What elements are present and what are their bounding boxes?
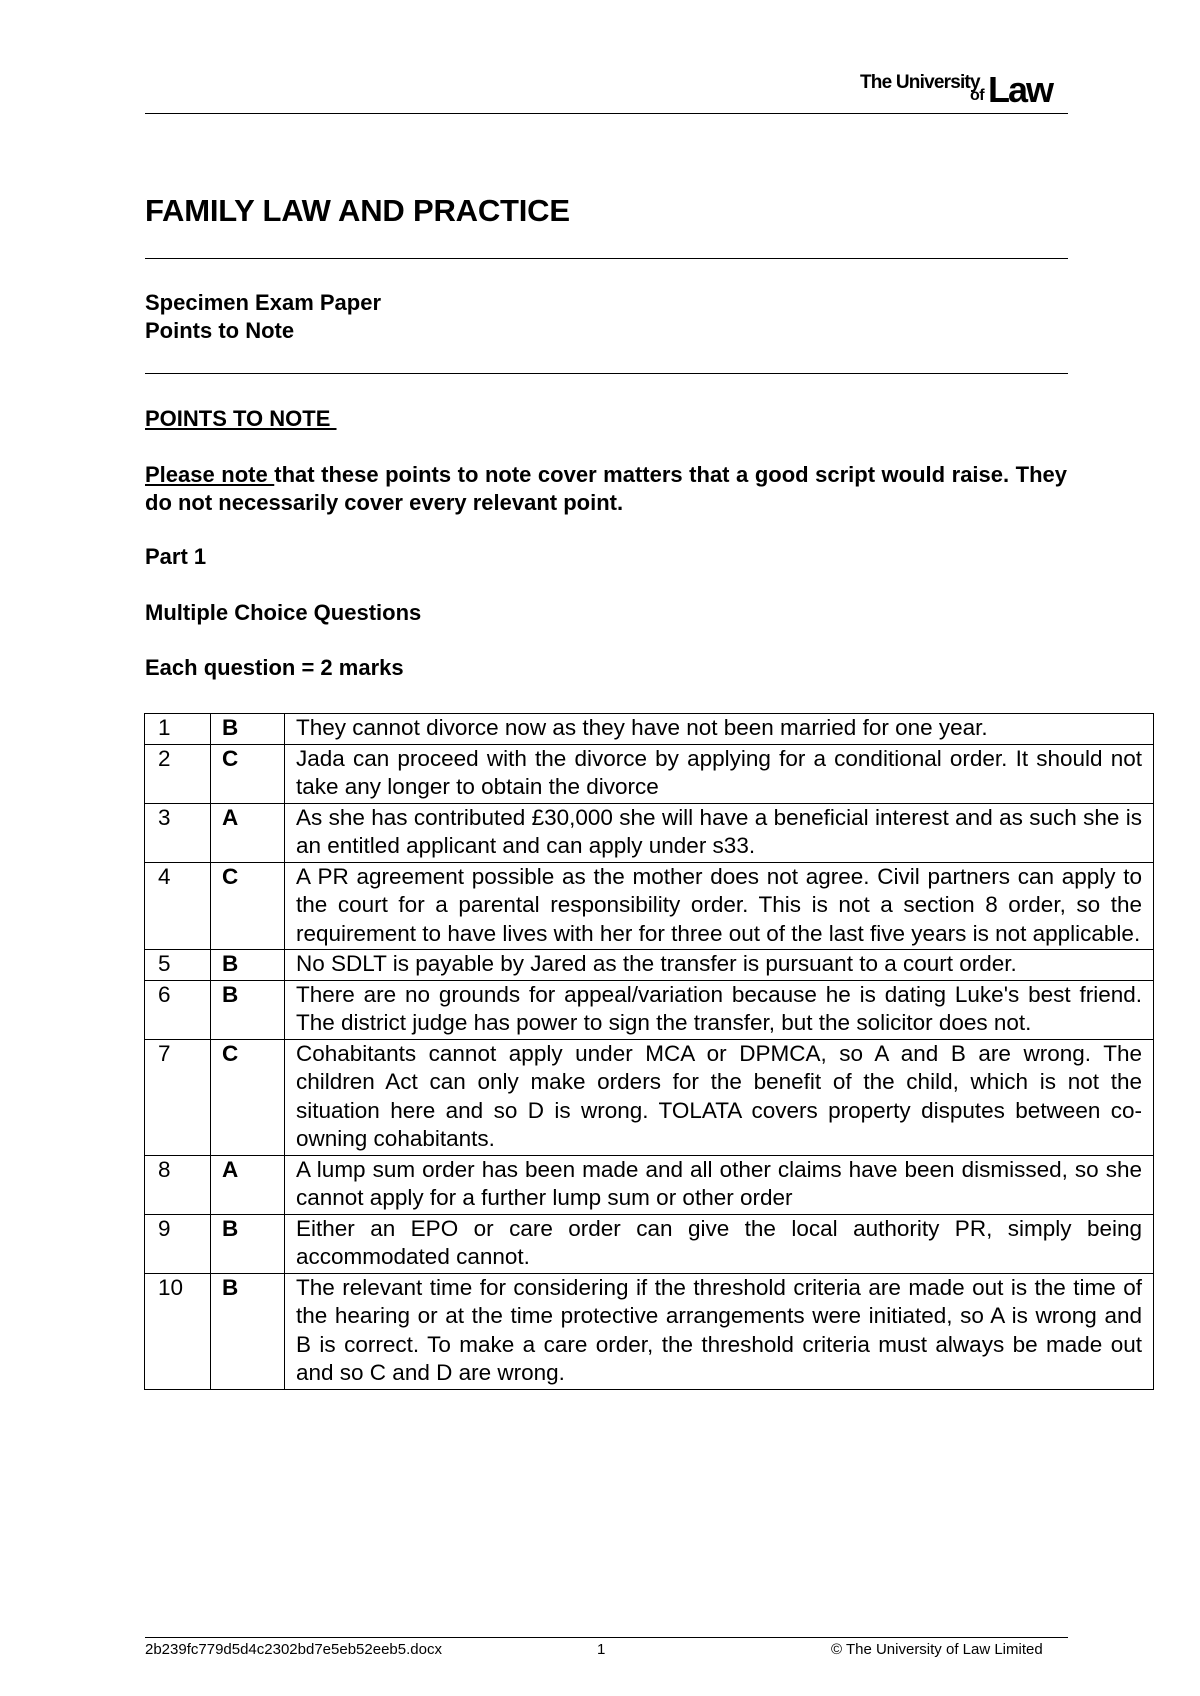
answer-letter-cell: C — [211, 1039, 285, 1155]
question-number-cell: 10 — [145, 1273, 211, 1389]
answers-table-body — [145, 714, 1154, 1390]
logo-text-line1: The University — [860, 72, 980, 93]
marks-label: Each question = 2 marks — [145, 655, 404, 680]
answers-table — [144, 713, 1154, 1390]
header-divider — [145, 113, 1068, 114]
table-row — [145, 980, 1154, 1039]
question-number-cell: 1 — [145, 714, 211, 745]
document-title: FAMILY LAW AND PRACTICE — [145, 193, 570, 228]
explanation-cell: A lump sum order has been made and all other claims have been dismissed, so she cannot apply for a further lump sum or other order — [285, 1155, 1154, 1214]
explanation-cell: They cannot divorce now as they have not been married for one year. — [285, 714, 1154, 745]
explanation-cell: No SDLT is payable by Jared as the transfer is pursuant to a court order. — [285, 950, 1154, 981]
table-row — [145, 1155, 1154, 1214]
logo-text-line2: of — [970, 87, 985, 104]
explanation-cell: Cohabitants cannot apply under MCA or DPMCA, so A and B are wrong. The children Act can only make orders for the benefit of the child, which is not the situation here and so D is wrong. TOLATA covers property disputes between co-owning cohabitants. — [285, 1039, 1154, 1155]
subtitle-points-to-note: Points to Note — [145, 318, 295, 343]
answer-letter-cell: B — [211, 980, 285, 1039]
answer-letter-cell: A — [211, 803, 285, 862]
question-number-cell: 4 — [145, 862, 211, 950]
section-heading: POINTS TO NOTE — [145, 406, 337, 431]
please-note-lead: Please note — [145, 462, 275, 487]
footer-page-number: 1 — [597, 1641, 606, 1658]
question-number-cell: 2 — [145, 744, 211, 803]
subtitle-divider — [145, 373, 1068, 374]
title-divider — [145, 258, 1068, 259]
table-row — [145, 744, 1154, 803]
answer-letter-cell: B — [211, 1273, 285, 1389]
table-row — [145, 1273, 1154, 1389]
answer-letter-cell: B — [211, 1214, 285, 1273]
please-note-body: that these points to note cover matters that a good script would raise. They do not necessarily cover every relevant point. — [145, 462, 1068, 515]
footer-divider — [145, 1637, 1068, 1638]
table-row — [145, 1039, 1154, 1155]
explanation-cell: A PR agreement possible as the mother does not agree. Civil partners can apply to the court for a parental responsibility order. This is not a section 8 order, so the requirement to have lives with her for three out of the last five years is not applicable. — [285, 862, 1154, 950]
answer-letter-cell: C — [211, 744, 285, 803]
part-label: Part 1 — [145, 544, 207, 569]
table-row — [145, 803, 1154, 862]
answer-letter-cell: C — [211, 862, 285, 950]
question-number-cell: 6 — [145, 980, 211, 1039]
logo-text-line3: Law — [988, 69, 1053, 110]
table-row — [145, 714, 1154, 745]
question-number-cell: 9 — [145, 1214, 211, 1273]
explanation-cell: There are no grounds for appeal/variation because he is dating Luke's best friend. The district judge has power to sign the transfer, but the solicitor does not. — [285, 980, 1154, 1039]
table-row — [145, 950, 1154, 981]
answer-letter-cell: B — [211, 714, 285, 745]
question-number-cell: 3 — [145, 803, 211, 862]
table-row — [145, 862, 1154, 950]
answer-letter-cell: A — [211, 1155, 285, 1214]
explanation-cell: Either an EPO or care order can give the local authority PR, simply being accommodated cannot. — [285, 1214, 1154, 1273]
explanation-cell: As she has contributed £30,000 she will have a beneficial interest and as such she is an entitled applicant and can apply under s33. — [285, 803, 1154, 862]
question-number-cell: 7 — [145, 1039, 211, 1155]
mcq-heading: Multiple Choice Questions — [145, 600, 422, 625]
explanation-cell: Jada can proceed with the divorce by applying for a conditional order. It should not take any longer to obtain the divorce — [285, 744, 1154, 803]
subtitle-exam-paper: Specimen Exam Paper — [145, 290, 382, 315]
explanation-cell: The relevant time for considering if the threshold criteria are made out is the time of the hearing or at the time protective arrangements were initiated, so A is wrong and B is correct. To make a care order, the threshold criteria must always be made out and so C and D are wrong. — [285, 1273, 1154, 1389]
answer-letter-cell: B — [211, 950, 285, 981]
footer-copyright: © The University of Law Limited — [831, 1641, 1043, 1658]
table-row — [145, 1214, 1154, 1273]
footer-filename: 2b239fc779d5d4c2302bd7e5eb52eeb5.docx — [145, 1641, 442, 1658]
question-number-cell: 5 — [145, 950, 211, 981]
university-of-law-logo — [860, 70, 1068, 110]
please-note-paragraph — [145, 461, 1067, 517]
question-number-cell: 8 — [145, 1155, 211, 1214]
